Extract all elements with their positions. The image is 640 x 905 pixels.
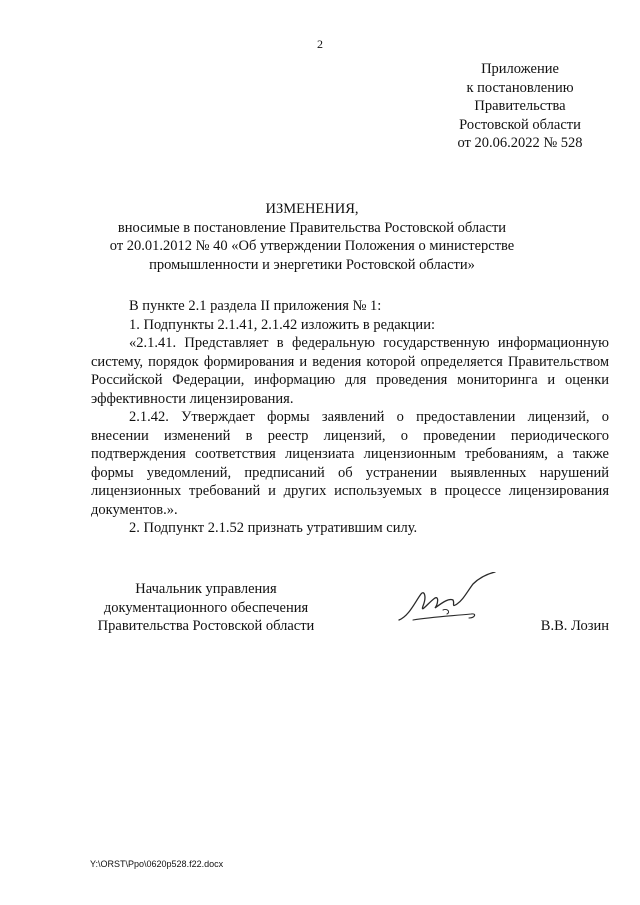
appendix-line: к постановлению — [466, 79, 574, 96]
subitem-2141-paragraph: «2.1.41. Представляет в федеральную государственную информационную систему, порядок формирования и ведения которой определяется Правительством Российской Федерации, информацию для проведения мониторинга и оценки эффективности лицензирования. — [91, 335, 609, 407]
position-line: Начальник управления — [135, 581, 277, 597]
appendix-line: от 20.06.2022 № 528 — [457, 135, 583, 151]
position-line: Правительства Ростовской области — [97, 618, 315, 634]
signatory-position — [91, 580, 321, 636]
signature-block — [91, 580, 609, 640]
page-number: 2 — [317, 37, 323, 51]
appendix-line: Ростовской области — [459, 116, 581, 133]
item-1-paragraph: 1. Подпункты 2.1.41, 2.1.42 изложить в редакции: — [129, 316, 435, 333]
document-title — [92, 200, 532, 274]
position-line: документационного обеспечения — [103, 599, 309, 616]
appendix-block — [440, 60, 600, 153]
title-line: от 20.01.2012 № 40 «Об утверждении Положения о министерстве — [109, 238, 515, 254]
signatory-name: В.В. Лозин — [540, 618, 609, 634]
item-2-paragraph: 2. Подпункт 2.1.52 признать утратившим силу. — [129, 520, 418, 536]
file-path-footer: Y:\ORST\Ppo\0620p528.f22.docx — [90, 859, 224, 869]
title-line: вносимые в постановление Правительства Ростовской области — [117, 219, 507, 236]
title-line: промышленности и энергетики Ростовской области» — [149, 256, 475, 273]
document-body — [91, 297, 609, 538]
intro-paragraph: В пункте 2.1 раздела II приложения № 1: — [129, 298, 382, 314]
handwritten-signature-icon — [391, 572, 511, 632]
appendix-line: Приложение — [481, 61, 559, 77]
title-heading: ИЗМЕНЕНИЯ, — [265, 201, 359, 217]
appendix-line: Правительства — [474, 98, 566, 114]
subitem-2142-paragraph: 2.1.42. Утверждает формы заявлений о предоставлении лицензий, о внесении изменений в реестр лицензий, о проведении периодического подтверждения соответствия лицензиата лицензионным требованиям, а также формы уведомлений, предписаний об устранении выявленных нарушений лицензионных требований и других используемых в процессе лицензирования документов.». — [91, 409, 609, 518]
